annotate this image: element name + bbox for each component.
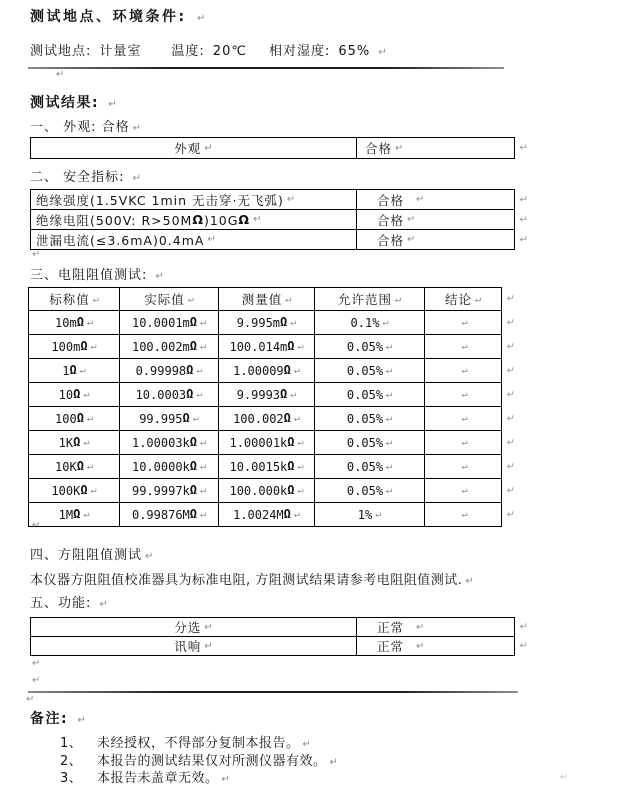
remarks-heading: 备注: ↵ [30,711,86,727]
row-end-mark: ↵ [506,389,515,400]
table-cell: 100mΩ ↵ [51,338,97,354]
safety-result: 合格 [377,192,405,208]
table-cell: 1MΩ ↵ [58,506,90,522]
humidity-label: 相对湿度: [268,44,331,59]
function-result: 正常 [377,620,405,635]
pilcrow-mark: ↵ [253,214,262,225]
row-end-mark: ↵ [519,234,528,245]
pilcrow-mark: ↵ [196,13,206,24]
table-cell: 9.995mΩ ↵ [218,311,314,334]
table-cell: 0.99998Ω ↵ [119,359,218,382]
table-row [29,310,515,334]
pilcrow-mark: ↵ [200,461,207,472]
table-row [31,138,528,158]
table-cell [356,138,514,158]
column-header: 测量值 ↵ [218,288,314,310]
pilcrow-mark: ↵ [290,389,297,400]
pilcrow-mark: ↵ [196,389,203,400]
humidity-value: 65% [338,44,371,59]
pilcrow-mark: ↵ [200,485,207,496]
column-header: 结论 ↵ [424,288,501,310]
pilcrow-mark: ↵ [394,293,402,305]
pilcrow-mark: ↵ [302,739,311,751]
column-header: 实际值 ↵ [119,288,218,310]
pilcrow-mark: ↵ [200,317,207,328]
row-end-mark: ↵ [519,142,528,154]
pilcrow-mark: ↵ [204,621,213,633]
pilcrow-mark: ↵ [99,599,108,610]
table-cell: 1.00003kΩ ↵ [119,431,218,454]
table-cell: 99.9997kΩ ↵ [119,479,218,502]
table-row [29,430,515,454]
row-end-mark: ↵ [506,317,515,328]
pilcrow-mark: ↵ [386,365,393,376]
location-value: 计量室 [99,44,142,59]
table-cell [424,383,501,406]
row-end-mark: ↵ [519,194,528,205]
remark-number: 2、 [60,753,83,769]
safety-table [30,189,528,250]
remark-item [60,768,338,786]
stray-pilcrow-mark: ↵ [560,772,569,783]
safety-item: 绝缘强度(1.5VKC 1min 无击穿·无飞弧) [36,192,284,208]
pilcrow-mark: ↵ [375,509,382,520]
table-cell [424,503,501,526]
table-cell: 10.0003Ω ↵ [119,383,218,406]
pilcrow-mark: ↵ [187,293,194,305]
divider-bottom [28,691,518,693]
section-square-resistance: 四、方阻阻值测试 ↵ [30,548,154,563]
pilcrow-mark: ↵ [461,341,468,352]
remark-number: 3、 [60,771,83,787]
table-cell [31,637,356,655]
table-cell [356,618,514,636]
table-row [29,502,515,526]
safety-result: 合格 [377,212,405,228]
pilcrow-mark: ↵ [79,365,86,376]
row-end-mark: ↵ [506,293,515,305]
table-cell: 10KΩ ↵ [55,458,93,474]
table-cell: 0.05% ↵ [314,335,424,358]
table-cell: 10.0001mΩ ↵ [119,311,218,334]
table-cell: 100.014mΩ ↵ [218,335,314,358]
pilcrow-mark: ↵ [461,365,468,376]
function-table [30,617,528,656]
pilcrow-mark: ↵ [416,194,425,205]
table-cell: 1% ↵ [314,503,424,526]
pilcrow-mark: ↵ [297,341,304,352]
pilcrow-mark: ↵ [56,69,65,80]
table-cell: 100Ω ↵ [55,410,93,426]
table-row [29,454,515,478]
row-end-mark: ↵ [519,640,528,652]
table-row [29,406,515,430]
table-cell [424,311,501,334]
pilcrow-mark: ↵ [90,485,97,496]
column-header: 标称值 ↵ [49,292,99,307]
section-safety: 二、 安全指标: ↵ [30,170,142,185]
table-cell [424,407,501,430]
remarks-list [60,733,338,786]
temperature-label: 温度: [171,44,205,59]
pilcrow-mark: ↵ [285,293,292,305]
row-end-mark: ↵ [506,413,515,424]
row-end-mark: ↵ [506,461,515,472]
appearance-item: 外观 [174,141,202,156]
pilcrow-mark: ↵ [92,293,99,305]
pilcrow-mark: ↵ [465,576,474,587]
table-cell: 10Ω ↵ [58,386,90,402]
pilcrow-mark: ↵ [461,485,468,496]
pilcrow-mark: ↵ [293,365,300,376]
pilcrow-mark: ↵ [386,389,393,400]
pilcrow-mark: ↵ [83,509,90,520]
table-cell: 100.002Ω ↵ [218,407,314,430]
pilcrow-mark: ↵ [386,461,393,472]
pilcrow-mark: ↵ [461,509,468,520]
table-cell: 10.0000kΩ ↵ [119,455,218,478]
table-cell: 0.05% ↵ [314,479,424,502]
pilcrow-mark: ↵ [416,621,425,633]
remark-text: 未经授权，不得部分复制本报告。 ↵ [97,736,311,752]
pilcrow-mark: ↵ [192,413,199,424]
table-cell: 1.0024MΩ ↵ [218,503,314,526]
pilcrow-mark: ↵ [474,293,482,305]
pilcrow-mark: ↵ [26,694,35,705]
pilcrow-mark: ↵ [132,123,142,134]
pilcrow-mark: ↵ [32,249,41,260]
pilcrow-mark: ↵ [77,715,86,726]
square-resistance-note: 本仪器方阻阻值校准器具为标准电阻, 方阻测试结果请参考电阻阻值测试. ↵ [30,573,474,588]
table-cell [356,210,514,229]
temperature-value: 20℃ [212,44,247,59]
pilcrow-mark: ↵ [297,461,304,472]
table-cell [356,230,514,249]
row-end-mark: ↵ [506,437,515,448]
remark-text: 本报告的测试结果仅对所测仪器有效。 ↵ [97,753,338,769]
table-cell: 10.0015kΩ ↵ [218,455,314,478]
results-heading: 测试结果: ↵ [30,95,117,111]
pilcrow-mark: ↵ [461,317,468,328]
table-cell [356,637,514,655]
pilcrow-mark: ↵ [386,341,393,352]
table-cell [424,479,501,502]
row-end-mark: ↵ [506,341,515,352]
pilcrow-mark: ↵ [204,142,213,154]
pilcrow-mark: ↵ [461,413,468,424]
remark-text: 本报告未盖章无效。 ↵ [97,771,230,787]
row-end-mark: ↵ [519,621,528,633]
pilcrow-mark: ↵ [407,214,416,225]
pilcrow-mark: ↵ [293,509,300,520]
pilcrow-mark: ↵ [297,437,304,448]
table-cell [31,210,356,229]
pilcrow-mark: ↵ [386,413,393,424]
pilcrow-mark: ↵ [90,341,97,352]
pilcrow-mark: ↵ [382,317,389,328]
env-conditions-line [30,40,387,59]
appearance-result: 合格 [365,141,393,156]
pilcrow-mark: ↵ [297,485,304,496]
safety-item: 泄漏电流(≤3.6mA)0.4mA [36,232,205,248]
table-cell [424,455,501,478]
table-cell [31,190,356,209]
column-header: 允许范围 ↵ [314,288,424,310]
pilcrow-mark: ↵ [200,341,207,352]
section-functions: 五、功能: ↵ [30,596,108,611]
pilcrow-mark: ↵ [86,317,93,328]
pilcrow-mark: ↵ [293,413,300,424]
section-resistance: 三、电阻阻值测试: ↵ [30,268,164,283]
table-row [31,636,528,655]
table-cell: 1.00009Ω ↵ [218,359,314,382]
pilcrow-mark: ↵ [416,640,425,652]
pilcrow-mark: ↵ [407,234,416,245]
table-cell: 9.9993Ω ↵ [218,383,314,406]
row-end-mark: ↵ [506,509,515,520]
pilcrow-mark: ↵ [32,675,41,686]
pilcrow-mark: ↵ [155,271,164,282]
pilcrow-mark: ↵ [86,461,93,472]
location-label: 测试地点: [30,44,92,59]
table-cell: 0.05% ↵ [314,431,424,454]
divider-top [28,67,504,69]
table-header-row [29,288,515,310]
pilcrow-mark: ↵ [200,509,207,520]
pilcrow-mark: ↵ [32,520,41,531]
table-cell: 0.99876MΩ ↵ [119,503,218,526]
table-row [29,478,515,502]
pilcrow-mark: ↵ [132,173,142,184]
pilcrow-mark: ↵ [145,551,154,562]
remark-item [60,751,338,769]
table-row [29,334,515,358]
table-cell: 0.05% ↵ [314,383,424,406]
table-row [31,229,528,249]
pilcrow-mark: ↵ [386,437,393,448]
function-item: 讯响 [174,639,202,654]
pilcrow-mark: ↵ [196,365,203,376]
table-cell [356,190,514,209]
row-end-mark: ↵ [506,485,515,496]
appearance-table [30,137,528,159]
table-cell [424,359,501,382]
row-end-mark: ↵ [506,365,515,376]
table-cell: 0.05% ↵ [314,407,424,430]
pilcrow-mark: ↵ [83,437,90,448]
table-cell: 1KΩ ↵ [58,434,90,450]
pilcrow-mark: ↵ [286,194,296,205]
table-cell: 0.05% ↵ [314,455,424,478]
table-cell: 0.05% ↵ [314,359,424,382]
remark-number: 1、 [60,736,83,752]
pilcrow-mark: ↵ [395,142,404,154]
pilcrow-mark: ↵ [83,389,90,400]
table-row [31,190,528,209]
table-cell [424,335,501,358]
function-item: 分选 [174,620,202,635]
row-end-mark: ↵ [519,214,528,225]
page-title: 测试地点、环境条件: ↵ [30,9,206,25]
pilcrow-mark: ↵ [461,461,468,472]
pilcrow-mark: ↵ [461,389,468,400]
table-cell [31,230,356,249]
table-cell [424,431,501,454]
pilcrow-mark: ↵ [461,437,468,448]
pilcrow-mark: ↵ [378,47,387,58]
safety-item: 绝缘电阻(500V: R>50MΩ)10GΩ [36,211,251,228]
section-appearance: 一、 外观: 合格 ↵ [30,120,142,135]
table-cell: 1Ω ↵ [62,362,86,378]
pilcrow-mark: ↵ [386,485,393,496]
table-cell: 100KΩ ↵ [51,482,97,498]
pilcrow-mark: ↵ [108,99,117,110]
table-row [29,358,515,382]
table-cell: 0.1% ↵ [314,311,424,334]
remark-item [60,733,338,751]
table-cell: 1.00001kΩ ↵ [218,431,314,454]
function-result: 正常 [377,639,405,654]
pilcrow-mark: ↵ [204,640,213,652]
table-cell [31,138,356,158]
table-row [29,382,515,406]
table-cell: 100.000kΩ ↵ [218,479,314,502]
table-cell: 99.995Ω ↵ [119,407,218,430]
table-row [31,209,528,229]
pilcrow-mark: ↵ [221,774,230,786]
safety-result: 合格 [377,232,405,248]
pilcrow-mark: ↵ [290,317,297,328]
table-row [31,618,528,636]
table-cell [31,618,356,636]
table-cell: 100.002mΩ ↵ [119,335,218,358]
pilcrow-mark: ↵ [200,437,207,448]
pilcrow-mark: ↵ [86,413,93,424]
resistance-table [28,287,515,527]
table-cell: 10mΩ ↵ [55,314,93,330]
pilcrow-mark: ↵ [329,756,338,768]
pilcrow-mark: ↵ [207,234,216,245]
pilcrow-mark: ↵ [32,658,41,669]
